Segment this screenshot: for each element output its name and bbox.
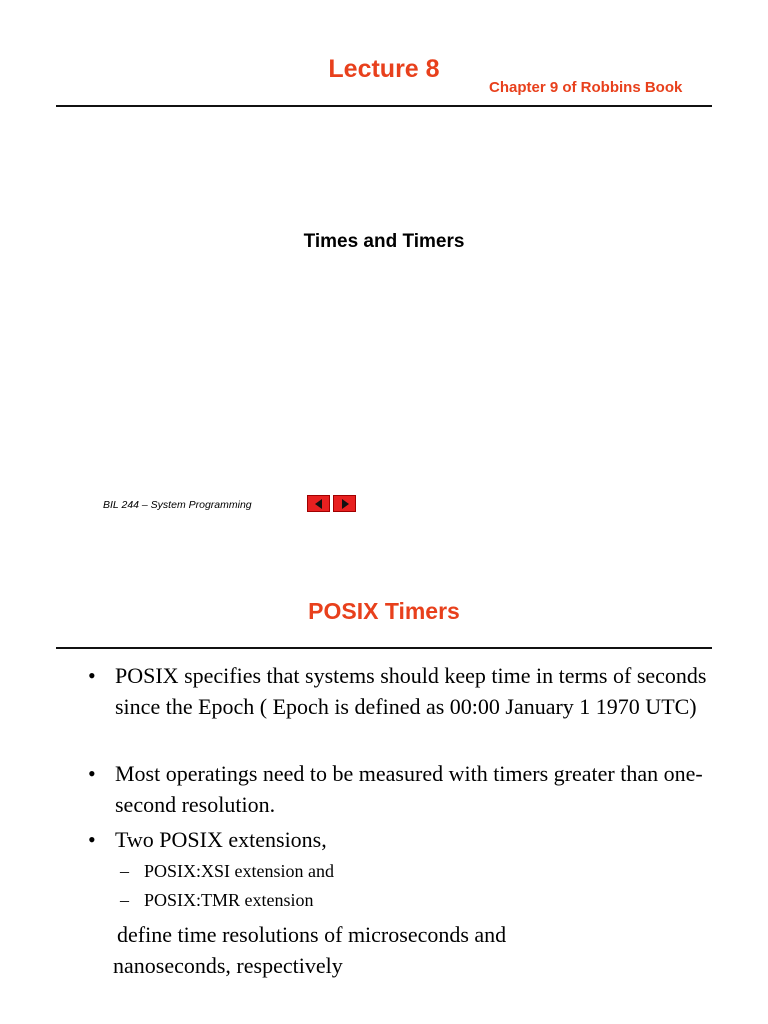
continuation-text — [113, 919, 713, 981]
lecture-subtitle: Times and Timers — [303, 231, 465, 252]
triangle-left-icon — [315, 499, 322, 509]
dash-marker: – — [120, 861, 129, 881]
slide-title: POSIX Timers — [308, 598, 460, 624]
sub-item-text: POSIX:XSI extension and — [144, 861, 334, 881]
continuation-line: define time resolutions of microseconds and — [117, 922, 507, 947]
bullet-item — [88, 758, 718, 820]
bullet-text: Two POSIX extensions, — [115, 827, 327, 852]
lecture-title: Lecture 8 — [328, 55, 440, 83]
course-footer: BIL 244 – System Programming — [103, 499, 252, 511]
bullet-item — [88, 660, 718, 722]
title-divider — [56, 647, 712, 649]
sub-item — [120, 888, 314, 912]
title-divider — [56, 105, 712, 107]
sub-item-text: POSIX:TMR extension — [144, 890, 314, 910]
bullet-text: POSIX specifies that systems should keep time in terms of seconds since the Epoch ( Epoch is defined as 00:00 January 1 1970 UTC) — [115, 663, 707, 719]
next-slide-button[interactable] — [333, 495, 356, 512]
bullet-marker: • — [88, 761, 96, 786]
sub-item — [120, 859, 334, 883]
previous-slide-button[interactable] — [307, 495, 330, 512]
bullet-text: Most operatings need to be measured with timers greater than one-second resolution. — [115, 761, 703, 817]
dash-marker: – — [120, 890, 129, 910]
bullet-marker: • — [88, 663, 96, 688]
triangle-right-icon — [342, 499, 349, 509]
chapter-reference: Chapter 9 of Robbins Book — [489, 79, 683, 96]
continuation-line: nanoseconds, respectively — [113, 953, 343, 978]
bullet-item — [88, 824, 718, 855]
bullet-marker: • — [88, 827, 96, 852]
